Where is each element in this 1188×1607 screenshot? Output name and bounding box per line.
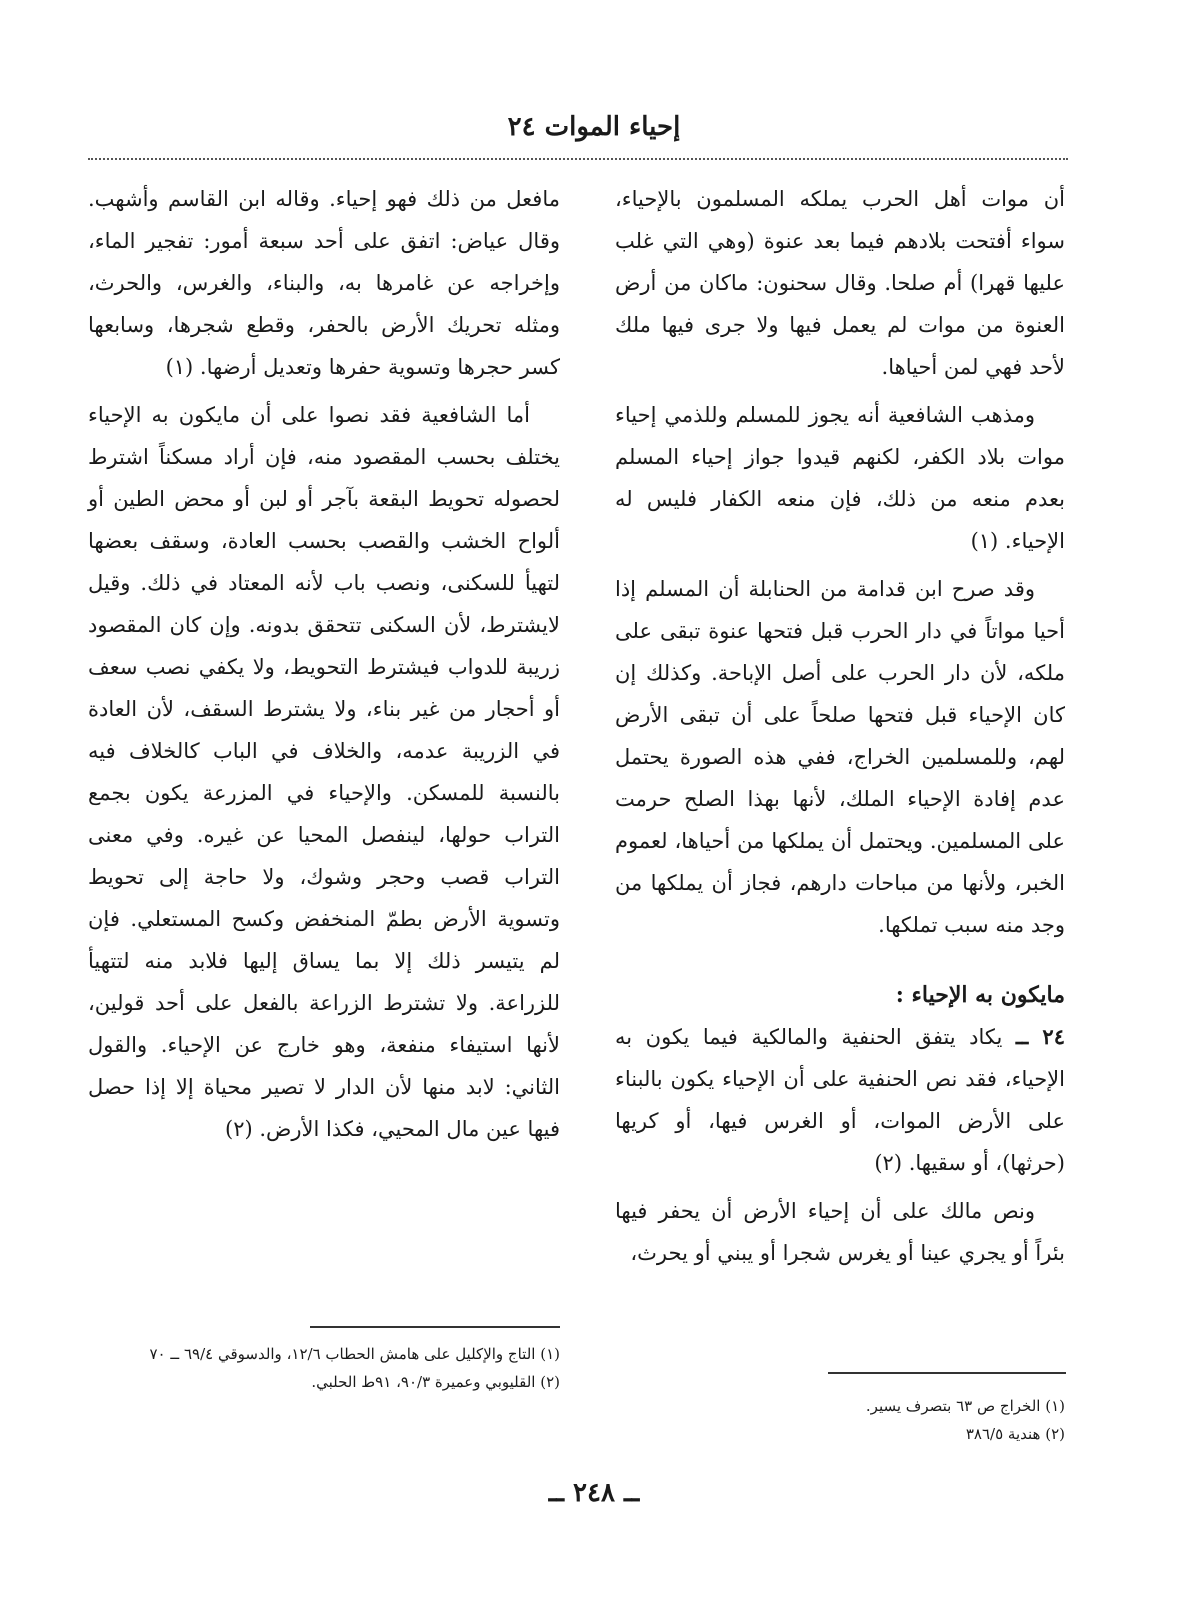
footnote: (٢) القليوبي وعميرة ٩٠/٣، ٩١ط الحلبي. — [311, 1373, 560, 1391]
footnote: (١) الخراج ص ٦٣ بتصرف يسير. — [865, 1397, 1065, 1415]
left-column — [88, 178, 560, 1156]
paragraph: وقد صرح ابن قدامة من الحنابلة أن المسلم إذا أحيا مواتاً في دار الحرب قبل فتحها عنوة تبقى على ملكه، لأن دار الحرب على أصل الإباحة. وكذلك إن كان الإحياء قبل فتحها صلحاً على أن تبقى الأرض لهم، وللمسلمين الخراج، ففي هذه الصورة يحتمل عدم إفادة الإحياء الملك، لأنها بهذا الصلح حرمت على المسلمين. ويحتمل أن يملكها من أحياها، لعموم الخبر، ولأنها من مباحات دارهم، فجاز أن يملكها من وجد منه سبب تملكها. — [615, 577, 1065, 937]
page-header-title: إحياء الموات ٢٤ — [507, 112, 681, 142]
footnote-divider — [828, 1372, 1066, 1374]
footnotes-left — [88, 1340, 560, 1396]
footnote-divider — [310, 1326, 560, 1328]
header-divider — [88, 158, 1068, 160]
paragraph — [615, 1016, 1065, 1184]
page-number — [0, 1478, 1188, 1508]
paragraph: مافعل من ذلك فهو إحياء. وقاله ابن القاسم وأشهب. وقال عياض: اتفق على أحد سبعة أمور: تفجير الماء، وإخراجه عن غامرها به، والبناء، والغرس، والحرث، ومثله تحريك الأرض بالحفر، وقطع شجرها، وسابعها كسر حجرها وتسوية حفرها وتعديل أرضها. (١) — [88, 187, 560, 379]
paragraph-text: يكاد يتفق الحنفية والمالكية فيما يكون به الإحياء، فقد نص الحنفية على أن الإحياء يكون بالبناء على الأرض الموات، أو الغرس فيها، أو كريها (حرثها)، أو سقيها. (٢) — [615, 1025, 1065, 1175]
paragraph: ومذهب الشافعية أنه يجوز للمسلم وللذمي إحياء موات بلاد الكفر، لكنهم قيدوا جواز إحياء المسلم بعدم منعه من ذلك، فإن منعه الكفار فليس له الإحياء. (١) — [615, 403, 1065, 553]
footnotes-right — [615, 1392, 1065, 1448]
section-heading: مايكون به الإحياء : — [895, 982, 1065, 1008]
paragraph: أن موات أهل الحرب يملكه المسلمون بالإحياء، سواء أفتحت بلادهم فيما بعد عنوة (وهي التي غلب عليها قهرا) أم صلحا. وقال سحنون: ماكان من أرض العنوة من موات لم يعمل فيها ولا جرى فيها ملك لأحد فهي لمن أحياها. — [615, 187, 1065, 379]
paragraph: أما الشافعية فقد نصوا على أن مايكون به الإحياء يختلف بحسب المقصود منه، فإن أراد مسكناً اشترط لحصوله تحويط البقعة بآجر أو لبن أو محض الطين أو ألواح الخشب والقصب بحسب العادة، وسقف بعضها لتهيأ للسكنى، ونصب باب لأنه المعتاد في ذلك. وقيل لايشترط، لأن السكنى تتحقق بدونه. وإن كان المقصود زريبة للدواب فيشترط التحويط، ولا يكفي نصب سعف أو أحجار من غير بناء، ولا يشترط السقف، لأن العادة في الزريبة عدمه، والخلاف في الباب كالخلاف فيه بالنسبة للمسكن. والإحياء في المزرعة يكون بجمع التراب حولها، لينفصل المحيا عن غيره. وفي معنى التراب قصب وحجر وشوك، ولا حاجة إلى تحويط وتسوية الأرض بطمّ المنخفض وكسح المستعلي. فإن لم يتيسر ذلك إلا بما يساق إليها فلابد منه لتتهيأ للزراعة. ولا تشترط الزراعة بالفعل على أحد قولين، لأنها استيفاء منفعة، وهو خارج عن الإحياء. والقول الثاني: لابد منها لأن الدار لا تصير محياة إلا إذا حصل فيها عين مال المحيي، فكذا الأرض. (٢) — [88, 403, 560, 1141]
right-column — [615, 178, 1065, 1280]
page-number-text: ــ ٢٤٨ ــ — [548, 1478, 640, 1508]
footnote: (٢) هندية ٣٨٦/٥ — [965, 1425, 1065, 1443]
section-number: ٢٤ ــ — [1015, 1024, 1065, 1049]
paragraph: ونص مالك على أن إحياء الأرض أن يحفر فيها بئراً أو يجري عينا أو يغرس شجرا أو يبني أو يحرث، — [615, 1199, 1065, 1265]
footnote: (١) التاج والإكليل على هامش الحطاب ١٢/٦، والدسوقي ٦٩/٤ ــ ٧٠ — [149, 1345, 560, 1363]
